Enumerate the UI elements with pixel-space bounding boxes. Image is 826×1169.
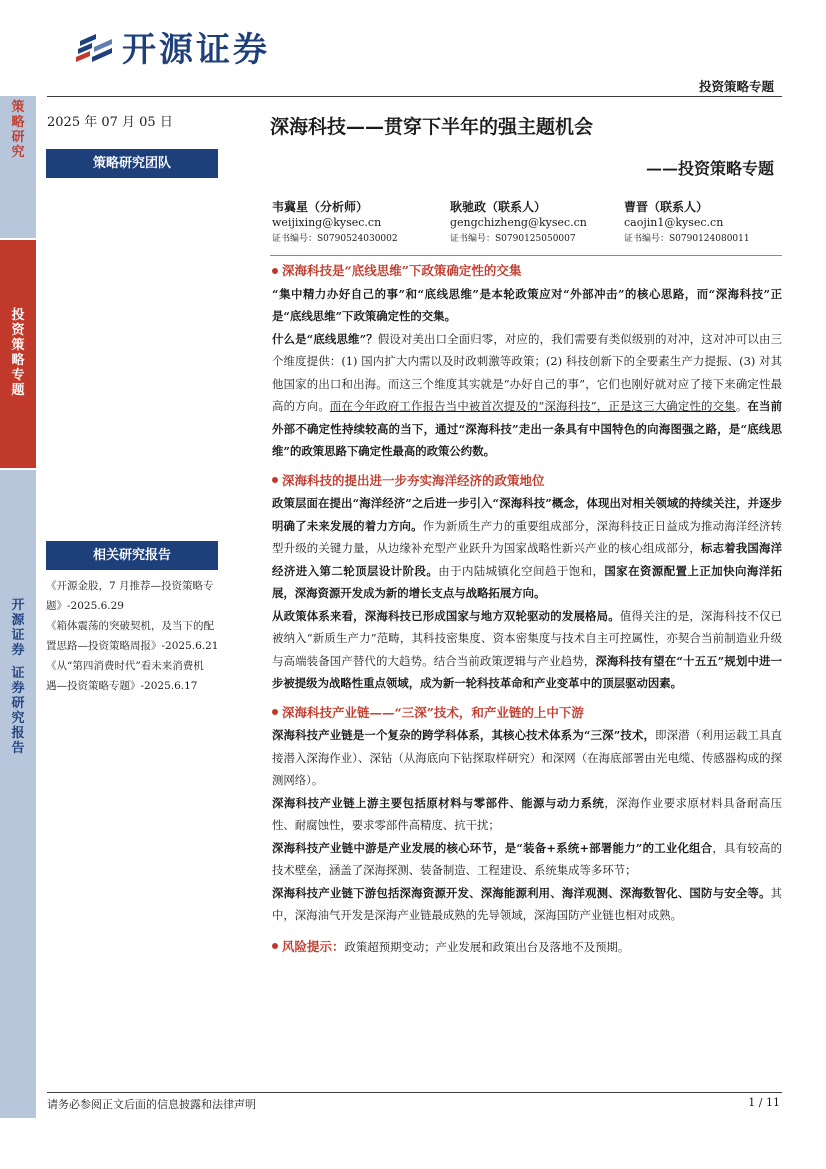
- author-cert: 证书编号：S0790524030002: [272, 234, 398, 244]
- report-subtitle: ——投资策略专题: [645, 159, 774, 178]
- author-divider: [270, 255, 782, 256]
- related-report-line[interactable]: 遇—投资策略专题》-2025.6.17: [46, 680, 198, 692]
- related-report-line[interactable]: 题》-2025.6.29: [46, 600, 124, 612]
- summary-paragraph: 什么是“底线思维”？假设对美出口全面归零，对应的，我们需要有类似级别的对冲，这对冲可以由三个维度提供：(1) 国内扩大内需以及时政刺激等政策；(2) 科技创新下的全要素生产力提振、(3) 对其他国家的出口和出海。而这三个维度其实就是“办好自己的事”，它们也刚好就对应了接下来确定性最高的方向。而在今年政府工作报告当中被首次提及的“深海科技”，正是这三大确定性的交集。在当前外部不确定性持续较高的当下，通过“深海科技”走出一条具有中国特色的向海图强之路，是“底线思维”的政策思路下确定性最高的政策公约数。: [272, 331, 782, 458]
- risk-label: 风险提示：: [272, 939, 345, 954]
- related-reports-list: [46, 576, 218, 696]
- section-heading: 深海科技是“底线思维”下政策确定性的交集: [272, 260, 782, 283]
- side-tab-brand-text: 开 源 证 券 证 券 研 究 报 告: [11, 598, 25, 756]
- section-heading: 深海科技的提出进一步夯实海洋经济的政策地位: [272, 470, 782, 493]
- side-tab-strategy-text: 策 略 研 究: [11, 100, 25, 160]
- summary-paragraph: 深海科技产业链是一个复杂的跨学科体系，其核心技术体系为“三深”技术，即深潜（利用运载工具直接潜入深海作业）、深钻（从海底向下钻探取样研究）和深网（在海底部署由光电缆、传感器构成的探测网络）。: [272, 728, 782, 787]
- report-date: 2025 年 07 月 05 日: [47, 115, 173, 130]
- related-report-line[interactable]: 置思路—投资策略周报》-2025.6.21: [46, 640, 219, 652]
- author-email[interactable]: weijixing@kysec.cn: [272, 216, 382, 229]
- summary-paragraph: 从政策体系来看，深海科技已形成国家与地方双轮驱动的发展格局。值得关注的是，深海科技不仅已被纳入“新质生产力”范畴，其科技密集度、资本密集度与技术自主可控属性，亦契合当前制造业升级与高端装备国产替代的大趋势。结合当前政策逻辑与产业趋势，深海科技有望在“十五五”规划中进一步被提级为战略性重点领域，成为新一轮科技革命和产业变革中的顶层驱动因素。: [272, 608, 782, 690]
- author-email[interactable]: gengchizheng@kysec.cn: [450, 216, 587, 229]
- header-divider: [47, 96, 782, 97]
- author-name: 耿驰政（联系人）: [450, 200, 547, 214]
- summary-paragraph: 政策层面在提出“海洋经济”之后进一步引入“深海科技”概念，体现出对相关领域的持续关注，并逐步明确了未来发展的着力方向。作为新质生产力的重要组成部分，深海科技正日益成为推动海洋经济转型升级的关键力量，从边缘补充型产业跃升为国家战略性新兴产业的核心组成部分，标志着我国海洋经济进入第二轮顶层设计阶段。由于内陆城镇化空间趋于饱和，国家在资源配置上正加快向海洋拓展，深海资源开发成为新的增长支点与战略拓展方向。: [272, 496, 782, 600]
- related-report-line[interactable]: 《从“第四消费时代”看未来消费机: [46, 660, 204, 672]
- side-tab-special-text: 投 资 策 略 专 题: [11, 308, 25, 398]
- footer-disclaimer: 请务必参阅正文后面的信息披露和法律声明: [47, 1098, 256, 1111]
- kysec-logo-icon: [74, 27, 114, 67]
- bullet-icon: [272, 477, 278, 483]
- author-block: [272, 199, 398, 247]
- related-reports-heading: 相关研究报告: [46, 541, 218, 570]
- summary-paragraph: 深海科技产业链上游主要包括原材料与零部件、能源与动力系统，深海作业要求原材料具备耐高压性、耐腐蚀性，要求零部件高精度、抗干扰；: [272, 795, 782, 832]
- header-report-type: 投资策略专题: [698, 79, 774, 94]
- summary-paragraph: “集中精力办好自己的事”和“底线思维”是本轮政策应对“外部冲击”的核心思路，而“深海科技”正是“底线思维”下政策确定性的交集。: [272, 286, 782, 323]
- author-email[interactable]: caojin1@kysec.cn: [624, 216, 724, 229]
- brand-name: 开源证券: [122, 30, 270, 70]
- summary-paragraph: 深海科技产业链中游是产业发展的核心环节，是“装备+系统+部署能力”的工业化组合，具有较高的技术壁垒，涵盖了深海探测、装备制造、工程建设、系统集成等多环节；: [272, 840, 782, 877]
- page-number: 1 / 11: [748, 1096, 780, 1109]
- side-tab-special: [0, 240, 36, 468]
- report-summary: [272, 260, 782, 958]
- risk-warning: [272, 936, 782, 959]
- section-heading: 深海科技产业链——“三深”技术，和产业链的上中下游: [272, 702, 782, 725]
- side-tab-brand: [0, 470, 36, 1118]
- bullet-icon: [272, 268, 278, 274]
- author-block: [450, 199, 587, 247]
- author-cert: 证书编号：S0790124080011: [624, 234, 750, 244]
- related-report-line[interactable]: 《开源金股，7 月推荐—投资策略专: [46, 580, 214, 592]
- author-name: 曹晋（联系人）: [624, 200, 709, 214]
- author-name: 韦冀星（分析师）: [272, 200, 369, 214]
- author-cert: 证书编号：S0790125050007: [450, 234, 576, 244]
- bullet-icon: [272, 709, 278, 715]
- summary-paragraph: 深海科技产业链下游包括深海资源开发、深海能源利用、海洋观测、深海数智化、国防与安全等。其中，深海油气开发是深海产业链最成熟的先导领域，深海国防产业链也相对成熟。: [272, 885, 782, 922]
- author-block: [624, 199, 750, 247]
- risk-text: 政策超预期变动；产业发展和政策出台及落地不及预期。: [344, 939, 630, 954]
- team-heading: 策略研究团队: [46, 149, 218, 178]
- side-tab-strategy: [0, 96, 36, 238]
- footer-divider: [47, 1092, 782, 1093]
- related-report-line[interactable]: 《箱体震荡的突破契机，及当下的配: [46, 620, 214, 632]
- bullet-icon: [272, 943, 278, 949]
- report-title: 深海科技——贯穿下半年的强主题机会: [270, 116, 594, 138]
